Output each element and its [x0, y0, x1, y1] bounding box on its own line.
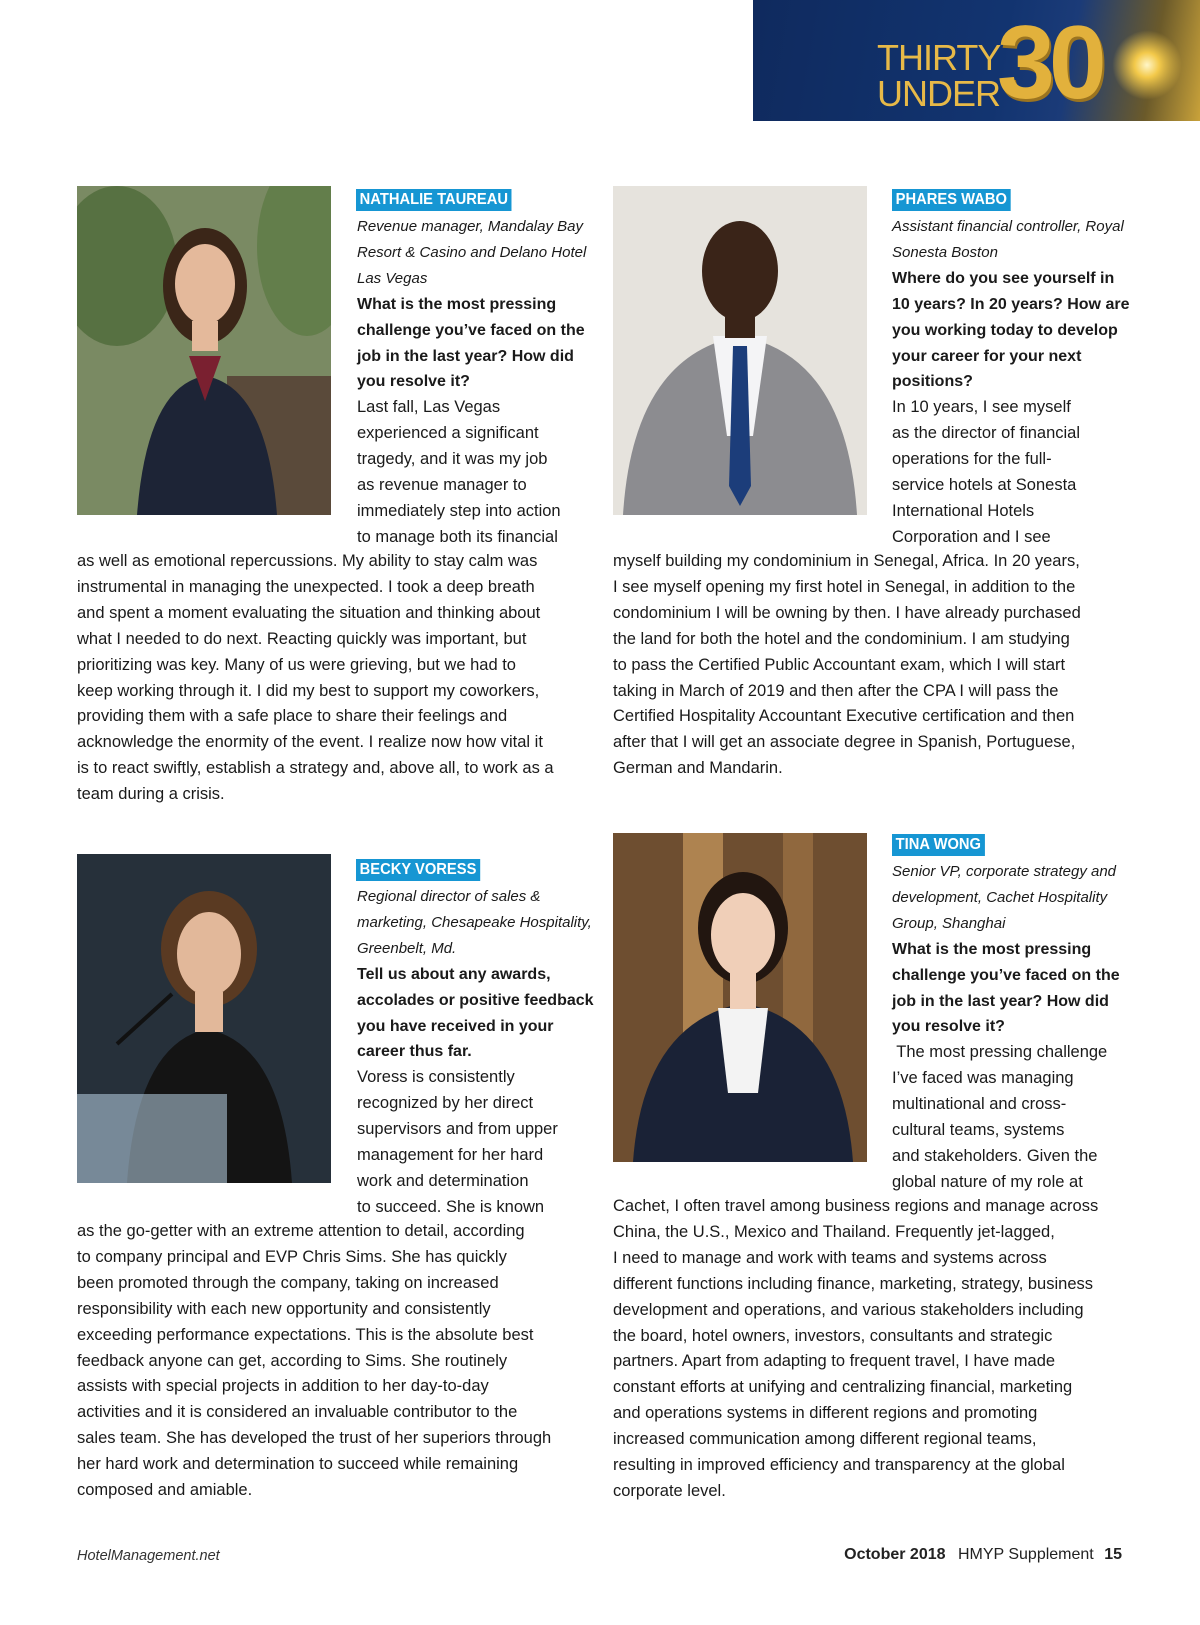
answer-line: the board, hotel owners, investors, consultants and strategic — [613, 1326, 1053, 1345]
question-line: accolades or positive feedback — [357, 991, 594, 1009]
answer-line: I need to manage and work with teams and systems across — [613, 1248, 1047, 1267]
answer-body — [77, 1219, 597, 1504]
answer-line: what I needed to do next. Reacting quickly was important, but — [77, 629, 527, 648]
name-tag: NATHALIE TAUREAU — [356, 189, 512, 211]
question-line: job in the last year? How did — [892, 992, 1109, 1010]
portrait-photo — [613, 186, 867, 515]
answer-line: as the director of financial — [892, 424, 1081, 443]
answer-line: as the go-getter with an extreme attention to detail, according — [77, 1222, 525, 1240]
answer-line: Voress is consistently — [357, 1068, 515, 1087]
banner-number: 30 — [997, 5, 1101, 121]
question-line: 10 years? In 20 years? How are — [892, 295, 1130, 313]
answer-line: to pass the Certified Public Accountant exam, which I will start — [613, 655, 1066, 674]
answer-line: been promoted through the company, taking on increased — [77, 1273, 499, 1292]
answer-line: Corporation and I see — [892, 527, 1051, 546]
answer-line: I’ve faced was managing — [892, 1069, 1074, 1088]
answer-line: responsibility with each new opportunity and consistently — [77, 1299, 491, 1318]
answer-line: exceeding performance expectations. This is the absolute best — [77, 1325, 534, 1344]
question-line: career thus far. — [357, 1043, 472, 1061]
answer-line: condominium I will be owning by then. I have already purchased — [613, 603, 1081, 622]
answer-line: cultural teams, systems — [892, 1121, 1065, 1140]
answer-line: instrumental in managing the unexpected. I took a deep breath — [77, 577, 535, 596]
answer-intro — [357, 1065, 607, 1220]
question-line: you working today to develop — [892, 321, 1118, 339]
footer-supplement: HMYP Supplement — [957, 1546, 1094, 1563]
sparkle-graphic — [1112, 30, 1182, 100]
title-line: Greenbelt, Md. — [357, 939, 457, 957]
answer-line: and operations systems in different regions and promoting — [613, 1404, 1038, 1423]
name-tag: TINA WONG — [892, 834, 985, 856]
name-tag: PHARES WABO — [892, 189, 1011, 211]
answer-line: sales team. She has developed the trust of her superiors through — [77, 1429, 552, 1448]
answer-line: recognized by her direct — [357, 1094, 534, 1113]
answer-line: Cachet, I often travel among business regions and manage across — [613, 1197, 1099, 1215]
job-title — [357, 884, 607, 962]
answer-line: team during a crisis. — [77, 785, 225, 804]
question-line: challenge you’ve faced on the — [357, 321, 585, 339]
answer-line: work and determination — [357, 1171, 529, 1190]
answer-line: In 10 years, I see myself — [892, 398, 1071, 417]
question-line: you resolve it? — [357, 373, 470, 391]
answer-line: partners. Apart from adapting to frequent travel, I have made — [613, 1352, 1056, 1371]
portrait-photo — [77, 186, 331, 515]
name-tag: BECKY VORESS — [356, 859, 480, 881]
answer-line: prioritizing was key. Many of us were grieving, but we had to — [77, 655, 516, 674]
answer-line: immediately step into action — [357, 501, 561, 520]
answer-line: I see myself opening my first hotel in Senegal, in addition to the — [613, 577, 1076, 596]
portrait-photo — [613, 833, 867, 1162]
banner-line-under: UNDER — [877, 73, 1001, 114]
portrait-photo — [77, 854, 331, 1183]
answer-line: to succeed. She is known — [357, 1197, 545, 1216]
answer-body — [77, 549, 597, 808]
answer-line: increased communication among different regional teams, — [613, 1430, 1037, 1449]
answer-line: Last fall, Las Vegas — [357, 398, 501, 417]
answer-intro — [357, 395, 597, 550]
answer-line: global nature of my role at — [892, 1172, 1083, 1191]
title-line: marketing, Chesapeake Hospitality, — [357, 913, 592, 931]
answer-line: as well as emotional repercussions. My ability to stay calm was — [77, 552, 538, 570]
answer-line: after that I will get an associate degree in Spanish, Portuguese, — [613, 733, 1076, 752]
question — [357, 292, 597, 396]
job-title — [357, 214, 597, 292]
answer-line: and stakeholders. Given the — [892, 1146, 1098, 1165]
answer-line: keep working through it. I did my best to support my coworkers, — [77, 681, 540, 700]
answer-line: development and operations, and various stakeholders including — [613, 1300, 1084, 1319]
question-line: positions? — [892, 373, 973, 391]
question-line: Tell us about any awards, — [357, 965, 551, 983]
page-number: 15 — [1104, 1546, 1122, 1563]
answer-line: to company principal and EVP Chris Sims. She has quickly — [77, 1247, 507, 1266]
footer-issue — [844, 1546, 1122, 1564]
answer-line: to manage both its financial — [357, 527, 558, 546]
title-line: Sonesta Boston — [892, 243, 998, 261]
answer-body — [613, 1194, 1153, 1505]
answer-intro — [892, 1040, 1152, 1195]
intro-column — [357, 214, 597, 551]
answer-line: taking in March of 2019 and then after the CPA I will pass the — [613, 681, 1059, 700]
answer-line: feedback anyone can get, according to Sims. She routinely — [77, 1351, 508, 1370]
answer-line: myself building my condominium in Senegal, Africa. In 20 years, — [613, 552, 1080, 570]
answer-line: China, the U.S., Mexico and Thailand. Frequently jet-lagged, — [613, 1222, 1055, 1241]
question-line: you have received in your — [357, 1017, 554, 1035]
title-line: Senior VP, corporate strategy and — [892, 863, 1117, 880]
question-line: What is the most pressing — [357, 295, 557, 313]
intro-column — [892, 859, 1152, 1196]
question — [892, 266, 1152, 396]
answer-line: activities and it is considered an invaluable contributor to the — [77, 1403, 518, 1422]
question-line: your career for your next — [892, 347, 1082, 365]
answer-line: management for her hard — [357, 1146, 544, 1165]
question-line: Where do you see yourself in — [892, 269, 1115, 287]
answer-line: Certified Hospitality Accountant Executive certification and then — [613, 707, 1075, 726]
banner-line-thirty: THIRTY — [877, 37, 1001, 78]
answer-line: and spent a moment evaluating the situation and thinking about — [77, 603, 541, 622]
question-line: What is the most pressing — [892, 940, 1092, 958]
intro-column — [357, 884, 607, 1221]
answer-line: experienced a significant — [357, 424, 539, 443]
answer-line: German and Mandarin. — [613, 759, 783, 778]
answer-line: as revenue manager to — [357, 476, 527, 495]
title-line: Las Vegas — [357, 269, 428, 287]
intro-column — [892, 214, 1152, 551]
title-line: Revenue manager, Mandalay Bay — [357, 218, 583, 235]
job-title — [892, 859, 1152, 937]
title-line: Regional director of sales & — [357, 888, 541, 905]
title-line: development, Cachet Hospitality — [892, 888, 1108, 906]
answer-line: International Hotels — [892, 501, 1035, 520]
answer-line: constant efforts at unifying and centralizing financial, marketing — [613, 1378, 1073, 1397]
question-line: job in the last year? How did — [357, 347, 574, 365]
job-title — [892, 214, 1152, 266]
answer-line: resulting in improved efficiency and transparency at the global — [613, 1456, 1065, 1475]
answer-line: The most pressing challenge — [892, 1043, 1108, 1062]
answer-line: her hard work and determination to succeed while remaining — [77, 1455, 519, 1474]
answer-body — [613, 549, 1133, 782]
question-line: you resolve it? — [892, 1018, 1005, 1036]
answer-line: acknowledge the enormity of the event. I realize now how vital it — [77, 733, 543, 752]
answer-line: assists with special projects in addition to her day-to-day — [77, 1377, 489, 1396]
answer-line: multinational and cross- — [892, 1095, 1067, 1114]
answer-intro — [892, 395, 1152, 550]
answer-line: the land for both the hotel and the condominium. I am studying — [613, 629, 1070, 648]
footer-site: HotelManagement.net — [77, 1548, 220, 1564]
answer-line: tragedy, and it was my job — [357, 450, 548, 469]
question — [357, 962, 607, 1066]
title-line: Assistant financial controller, Royal — [892, 218, 1124, 235]
answer-line: operations for the full- — [892, 450, 1052, 469]
question — [892, 937, 1152, 1041]
answer-line: providing them with a safe place to share their feelings and — [77, 707, 508, 726]
answer-line: is to react swiftly, establish a strategy and, above all, to work as a — [77, 759, 554, 778]
answer-line: supervisors and from upper — [357, 1120, 558, 1139]
title-line: Group, Shanghai — [892, 914, 1006, 932]
answer-line: different functions including finance, marketing, strategy, business — [613, 1274, 1093, 1293]
answer-line: service hotels at Sonesta — [892, 476, 1077, 495]
footer-date: October 2018 — [844, 1546, 946, 1563]
answer-line: composed and amiable. — [77, 1481, 253, 1500]
title-line: Resort & Casino and Delano Hotel — [357, 243, 587, 261]
thirty-under-30-banner — [753, 0, 1200, 121]
answer-line: corporate level. — [613, 1481, 726, 1500]
question-line: challenge you’ve faced on the — [892, 966, 1120, 984]
